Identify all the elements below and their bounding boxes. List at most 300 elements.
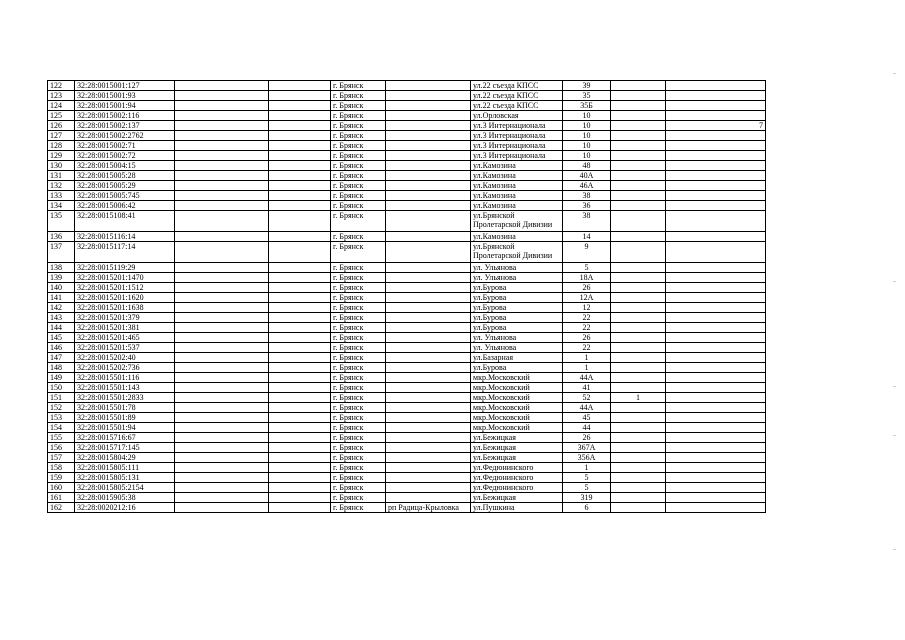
- empty-cell: [269, 443, 331, 453]
- row-number: 135: [48, 211, 75, 232]
- empty-cell: [175, 273, 269, 283]
- extra-cell: [611, 171, 666, 181]
- city-cell: г. Брянск: [331, 263, 386, 273]
- empty-cell: [269, 151, 331, 161]
- count-cell: [666, 273, 766, 283]
- extra-cell: [611, 121, 666, 131]
- cadastral-number: 32:28:0015004:15: [75, 161, 175, 171]
- count-cell: [666, 131, 766, 141]
- locality-cell: [386, 473, 471, 483]
- cadastral-number: 32:28:0015805:131: [75, 473, 175, 483]
- count-cell: [666, 323, 766, 333]
- locality-cell: [386, 363, 471, 373]
- extra-cell: [611, 91, 666, 101]
- row-number: 125: [48, 111, 75, 121]
- empty-cell: [269, 353, 331, 363]
- table-row: [48, 423, 766, 433]
- extra-cell: [611, 131, 666, 141]
- house-number: 44: [563, 423, 611, 433]
- empty-cell: [269, 453, 331, 463]
- scan-mark: [893, 435, 896, 436]
- empty-cell: [175, 473, 269, 483]
- extra-cell: [611, 323, 666, 333]
- extra-cell: [611, 211, 666, 232]
- street-cell: ул.22 съезда КПСС: [471, 101, 563, 111]
- city-cell: г. Брянск: [331, 211, 386, 232]
- table-row: [48, 463, 766, 473]
- cadastral-number: 32:28:0020212:16: [75, 503, 175, 513]
- street-cell: ул.Федюнинского: [471, 463, 563, 473]
- house-number: 12А: [563, 293, 611, 303]
- cadastral-number: 32:28:0015006:42: [75, 201, 175, 211]
- empty-cell: [269, 91, 331, 101]
- empty-cell: [175, 181, 269, 191]
- empty-cell: [269, 423, 331, 433]
- row-number: 157: [48, 453, 75, 463]
- count-cell: [666, 181, 766, 191]
- empty-cell: [269, 403, 331, 413]
- locality-cell: [386, 121, 471, 131]
- table-row: [48, 242, 766, 263]
- street-cell: ул.Брянской Пролетарской Дивизии: [471, 211, 563, 232]
- city-cell: г. Брянск: [331, 453, 386, 463]
- row-number: 150: [48, 383, 75, 393]
- city-cell: г. Брянск: [331, 333, 386, 343]
- count-cell: [666, 463, 766, 473]
- empty-cell: [175, 232, 269, 242]
- cadastral-table: [47, 80, 766, 513]
- city-cell: г. Брянск: [331, 171, 386, 181]
- count-cell: [666, 151, 766, 161]
- empty-cell: [269, 273, 331, 283]
- house-number: 1: [563, 463, 611, 473]
- row-number: 133: [48, 191, 75, 201]
- table-row: [48, 313, 766, 323]
- city-cell: г. Брянск: [331, 242, 386, 263]
- house-number: 10: [563, 141, 611, 151]
- city-cell: г. Брянск: [331, 303, 386, 313]
- empty-cell: [175, 171, 269, 181]
- empty-cell: [175, 263, 269, 273]
- locality-cell: [386, 81, 471, 91]
- street-cell: мкр.Московский: [471, 403, 563, 413]
- city-cell: г. Брянск: [331, 101, 386, 111]
- cadastral-number: 32:28:0015108:41: [75, 211, 175, 232]
- house-number: 40А: [563, 171, 611, 181]
- street-cell: ул.3 Интернационала: [471, 151, 563, 161]
- table-row: [48, 493, 766, 503]
- empty-cell: [175, 503, 269, 513]
- extra-cell: [611, 443, 666, 453]
- empty-cell: [175, 121, 269, 131]
- extra-cell: [611, 403, 666, 413]
- empty-cell: [269, 191, 331, 201]
- house-number: 35: [563, 91, 611, 101]
- table-body: [48, 81, 766, 513]
- count-cell: [666, 171, 766, 181]
- table-row: [48, 473, 766, 483]
- table-row: [48, 161, 766, 171]
- empty-cell: [175, 283, 269, 293]
- city-cell: г. Брянск: [331, 191, 386, 201]
- count-cell: [666, 111, 766, 121]
- street-cell: ул.Бурова: [471, 323, 563, 333]
- cadastral-number: 32:28:0015905:38: [75, 493, 175, 503]
- count-cell: [666, 363, 766, 373]
- house-number: 9: [563, 242, 611, 263]
- count-cell: [666, 211, 766, 232]
- locality-cell: [386, 313, 471, 323]
- street-cell: ул.Камозина: [471, 181, 563, 191]
- house-number: 10: [563, 121, 611, 131]
- table-row: [48, 171, 766, 181]
- street-cell: ул.Камозина: [471, 171, 563, 181]
- row-number: 153: [48, 413, 75, 423]
- locality-cell: [386, 131, 471, 141]
- empty-cell: [175, 483, 269, 493]
- empty-cell: [269, 242, 331, 263]
- row-number: 146: [48, 343, 75, 353]
- empty-cell: [175, 81, 269, 91]
- extra-cell: [611, 363, 666, 373]
- house-number: 26: [563, 333, 611, 343]
- table-row: [48, 353, 766, 363]
- row-number: 136: [48, 232, 75, 242]
- count-cell: [666, 242, 766, 263]
- house-number: 45: [563, 413, 611, 423]
- row-number: 149: [48, 373, 75, 383]
- empty-cell: [175, 151, 269, 161]
- street-cell: мкр.Московский: [471, 423, 563, 433]
- city-cell: г. Брянск: [331, 273, 386, 283]
- empty-cell: [269, 393, 331, 403]
- empty-cell: [175, 403, 269, 413]
- count-cell: [666, 283, 766, 293]
- street-cell: ул. Ульянова: [471, 273, 563, 283]
- row-number: 129: [48, 151, 75, 161]
- cadastral-number: 32:28:0015202:40: [75, 353, 175, 363]
- empty-cell: [269, 433, 331, 443]
- empty-cell: [175, 443, 269, 453]
- row-number: 156: [48, 443, 75, 453]
- empty-cell: [269, 232, 331, 242]
- house-number: 10: [563, 131, 611, 141]
- empty-cell: [175, 201, 269, 211]
- empty-cell: [175, 343, 269, 353]
- house-number: 10: [563, 111, 611, 121]
- street-cell: ул.Камозина: [471, 191, 563, 201]
- street-cell: ул.3 Интернационала: [471, 121, 563, 131]
- count-cell: [666, 433, 766, 443]
- empty-cell: [269, 101, 331, 111]
- cadastral-number: 32:28:0015002:116: [75, 111, 175, 121]
- cadastral-number: 32:28:0015116:14: [75, 232, 175, 242]
- house-number: 1: [563, 363, 611, 373]
- cadastral-number: 32:28:0015501:89: [75, 413, 175, 423]
- street-cell: ул.22 съезда КПСС: [471, 81, 563, 91]
- street-cell: ул.Бурова: [471, 293, 563, 303]
- row-number: 161: [48, 493, 75, 503]
- city-cell: г. Брянск: [331, 483, 386, 493]
- street-cell: ул.Бежицкая: [471, 453, 563, 463]
- cadastral-number: 32:28:0015716:67: [75, 433, 175, 443]
- count-cell: [666, 413, 766, 423]
- count-cell: [666, 373, 766, 383]
- locality-cell: [386, 293, 471, 303]
- extra-cell: [611, 483, 666, 493]
- cadastral-number: 32:28:0015201:1470: [75, 273, 175, 283]
- cadastral-number: 32:28:0015001:94: [75, 101, 175, 111]
- row-number: 147: [48, 353, 75, 363]
- empty-cell: [269, 493, 331, 503]
- house-number: 41: [563, 383, 611, 393]
- extra-cell: [611, 191, 666, 201]
- city-cell: г. Брянск: [331, 181, 386, 191]
- extra-cell: [611, 151, 666, 161]
- empty-cell: [269, 503, 331, 513]
- city-cell: г. Брянск: [331, 121, 386, 131]
- locality-cell: [386, 171, 471, 181]
- house-number: 22: [563, 323, 611, 333]
- empty-cell: [269, 283, 331, 293]
- street-cell: ул. Ульянова: [471, 343, 563, 353]
- house-number: 38: [563, 191, 611, 201]
- empty-cell: [269, 343, 331, 353]
- count-cell: [666, 191, 766, 201]
- empty-cell: [269, 131, 331, 141]
- table-row: [48, 201, 766, 211]
- table-row: [48, 283, 766, 293]
- extra-cell: [611, 503, 666, 513]
- street-cell: ул.Федюнинского: [471, 473, 563, 483]
- cadastral-number: 32:28:0015804:29: [75, 453, 175, 463]
- row-number: 140: [48, 283, 75, 293]
- row-number: 158: [48, 463, 75, 473]
- empty-cell: [175, 333, 269, 343]
- empty-cell: [175, 211, 269, 232]
- street-cell: ул.Бежицкая: [471, 433, 563, 443]
- house-number: 5: [563, 483, 611, 493]
- table-row: [48, 211, 766, 232]
- locality-cell: [386, 191, 471, 201]
- city-cell: г. Брянск: [331, 232, 386, 242]
- empty-cell: [269, 473, 331, 483]
- empty-cell: [269, 363, 331, 373]
- row-number: 124: [48, 101, 75, 111]
- empty-cell: [175, 303, 269, 313]
- locality-cell: [386, 333, 471, 343]
- locality-cell: [386, 242, 471, 263]
- extra-cell: [611, 232, 666, 242]
- row-number: 141: [48, 293, 75, 303]
- empty-cell: [269, 313, 331, 323]
- count-cell: [666, 353, 766, 363]
- table-row: [48, 333, 766, 343]
- street-cell: ул.Брянской Пролетарской Дивизии: [471, 242, 563, 263]
- extra-cell: [611, 111, 666, 121]
- extra-cell: [611, 273, 666, 283]
- city-cell: г. Брянск: [331, 201, 386, 211]
- house-number: 319: [563, 493, 611, 503]
- row-number: 152: [48, 403, 75, 413]
- count-cell: [666, 141, 766, 151]
- cadastral-number: 32:28:0015201:379: [75, 313, 175, 323]
- cadastral-number: 32:28:0015201:1620: [75, 293, 175, 303]
- city-cell: г. Брянск: [331, 111, 386, 121]
- locality-cell: [386, 101, 471, 111]
- cadastral-number: 32:28:0015001:93: [75, 91, 175, 101]
- locality-cell: [386, 323, 471, 333]
- scan-mark: [893, 73, 896, 74]
- row-number: 142: [48, 303, 75, 313]
- table-row: [48, 121, 766, 131]
- house-number: 14: [563, 232, 611, 242]
- locality-cell: [386, 151, 471, 161]
- house-number: 39: [563, 81, 611, 91]
- locality-cell: [386, 211, 471, 232]
- count-cell: [666, 443, 766, 453]
- extra-cell: [611, 493, 666, 503]
- extra-cell: [611, 453, 666, 463]
- cadastral-number: 32:28:0015805:111: [75, 463, 175, 473]
- street-cell: ул.Базарная: [471, 353, 563, 363]
- table-row: [48, 483, 766, 493]
- scan-mark: [893, 386, 896, 387]
- cadastral-number: 32:28:0015005:745: [75, 191, 175, 201]
- street-cell: ул.Бежицкая: [471, 493, 563, 503]
- city-cell: г. Брянск: [331, 151, 386, 161]
- table-row: [48, 191, 766, 201]
- count-cell: [666, 333, 766, 343]
- extra-cell: [611, 181, 666, 191]
- city-cell: г. Брянск: [331, 473, 386, 483]
- street-cell: мкр.Московский: [471, 393, 563, 403]
- city-cell: г. Брянск: [331, 81, 386, 91]
- extra-cell: [611, 201, 666, 211]
- table-row: [48, 131, 766, 141]
- house-number: 38: [563, 211, 611, 232]
- street-cell: мкр.Московский: [471, 383, 563, 393]
- street-cell: ул.Бежицкая: [471, 443, 563, 453]
- empty-cell: [175, 453, 269, 463]
- street-cell: ул. Ульянова: [471, 263, 563, 273]
- house-number: 48: [563, 161, 611, 171]
- street-cell: ул.Федюнинского: [471, 483, 563, 493]
- street-cell: ул.Камозина: [471, 161, 563, 171]
- city-cell: г. Брянск: [331, 463, 386, 473]
- cadastral-number: 32:28:0015501:78: [75, 403, 175, 413]
- extra-cell: [611, 473, 666, 483]
- table-row: [48, 363, 766, 373]
- row-number: 137: [48, 242, 75, 263]
- street-cell: ул.Бурова: [471, 363, 563, 373]
- table-row: [48, 293, 766, 303]
- city-cell: г. Брянск: [331, 91, 386, 101]
- cadastral-number: 32:28:0015119:29: [75, 263, 175, 273]
- empty-cell: [175, 433, 269, 443]
- house-number: 44А: [563, 403, 611, 413]
- street-cell: ул.Пушкина: [471, 503, 563, 513]
- street-cell: мкр.Московский: [471, 413, 563, 423]
- row-number: 143: [48, 313, 75, 323]
- row-number: 132: [48, 181, 75, 191]
- cadastral-number: 32:28:0015001:127: [75, 81, 175, 91]
- row-number: 128: [48, 141, 75, 151]
- count-cell: [666, 161, 766, 171]
- count-cell: [666, 81, 766, 91]
- cadastral-number: 32:28:0015501:2833: [75, 393, 175, 403]
- locality-cell: [386, 413, 471, 423]
- table-row: [48, 373, 766, 383]
- count-cell: [666, 91, 766, 101]
- cadastral-number: 32:28:0015005:29: [75, 181, 175, 191]
- locality-cell: [386, 141, 471, 151]
- locality-cell: [386, 91, 471, 101]
- house-number: 46А: [563, 181, 611, 191]
- extra-cell: [611, 283, 666, 293]
- count-cell: [666, 232, 766, 242]
- empty-cell: [175, 91, 269, 101]
- house-number: 22: [563, 313, 611, 323]
- row-number: 151: [48, 393, 75, 403]
- house-number: 26: [563, 283, 611, 293]
- table-row: [48, 403, 766, 413]
- count-cell: [666, 403, 766, 413]
- locality-cell: [386, 161, 471, 171]
- locality-cell: [386, 201, 471, 211]
- extra-cell: [611, 383, 666, 393]
- table-row: [48, 181, 766, 191]
- street-cell: ул.Камозина: [471, 201, 563, 211]
- extra-cell: [611, 373, 666, 383]
- count-cell: [666, 263, 766, 273]
- house-number: 52: [563, 393, 611, 403]
- locality-cell: [386, 483, 471, 493]
- empty-cell: [269, 413, 331, 423]
- city-cell: г. Брянск: [331, 141, 386, 151]
- empty-cell: [175, 101, 269, 111]
- empty-cell: [175, 242, 269, 263]
- table-row: [48, 433, 766, 443]
- locality-cell: [386, 463, 471, 473]
- empty-cell: [175, 323, 269, 333]
- scan-mark: [893, 549, 896, 550]
- table-row: [48, 383, 766, 393]
- row-number: 139: [48, 273, 75, 283]
- row-number: 130: [48, 161, 75, 171]
- locality-cell: [386, 181, 471, 191]
- extra-cell: [611, 343, 666, 353]
- count-cell: [666, 493, 766, 503]
- city-cell: г. Брянск: [331, 403, 386, 413]
- empty-cell: [269, 171, 331, 181]
- city-cell: г. Брянск: [331, 293, 386, 303]
- street-cell: ул.Орловская: [471, 111, 563, 121]
- city-cell: г. Брянск: [331, 373, 386, 383]
- extra-cell: 1: [611, 393, 666, 403]
- extra-cell: [611, 463, 666, 473]
- city-cell: г. Брянск: [331, 313, 386, 323]
- locality-cell: [386, 403, 471, 413]
- street-cell: ул. Ульянова: [471, 333, 563, 343]
- house-number: 36: [563, 201, 611, 211]
- city-cell: г. Брянск: [331, 503, 386, 513]
- empty-cell: [269, 161, 331, 171]
- table-row: [48, 263, 766, 273]
- empty-cell: [269, 141, 331, 151]
- count-cell: [666, 303, 766, 313]
- cadastral-number: 32:28:0015501:116: [75, 373, 175, 383]
